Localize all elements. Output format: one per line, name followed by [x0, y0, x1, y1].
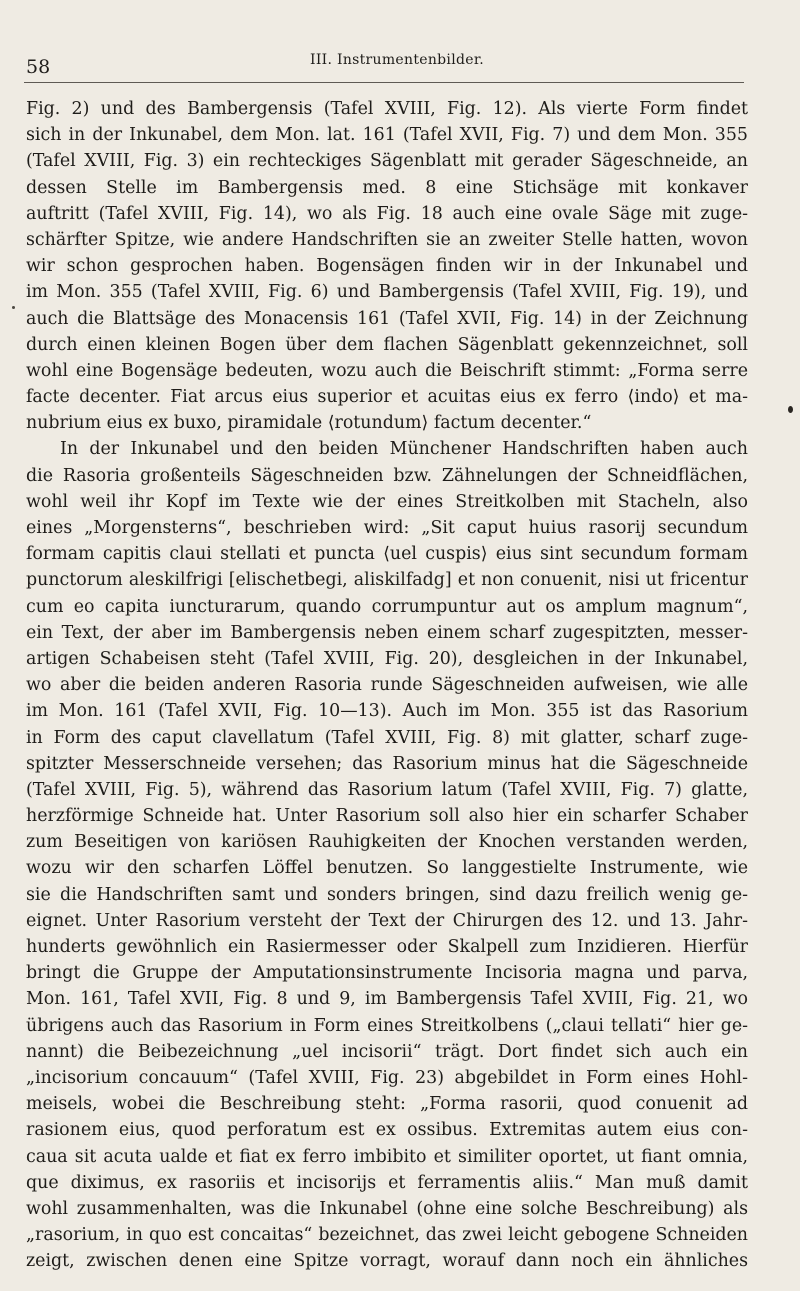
line-text: meisels, wobei die Beschreibung steht: „Forma rasorii, quod conuenit ad	[26, 1094, 748, 1115]
line-text: im Mon. 355 (Tafel XVIII, Fig. 6) und Bambergensis (Tafel XVIII, Fig. 19), und	[26, 282, 748, 303]
line-text: rasionem eius, quod perforatum est ex ossibus. Extremitas autem eius con-	[26, 1120, 748, 1141]
text-line	[26, 96, 748, 122]
line-text: zum Beseitigen von kariösen Rauhigkeiten der Knochen verstanden werden,	[26, 832, 748, 853]
header-rule	[24, 82, 744, 83]
text-line	[26, 698, 748, 724]
text-line	[26, 751, 748, 777]
line-text: herzförmige Schneide hat. Unter Rasorium soll also hier ein scharfer Schaber	[26, 806, 748, 827]
line-text: Mon. 161, Tafel XVII, Fig. 8 und 9, im Bambergensis Tafel XVIII, Fig. 21, wo	[26, 989, 748, 1010]
line-text: formam capitis claui stellati et puncta ⟨uel cuspis⟩ eius sint secundum formam	[26, 544, 748, 565]
text-line	[26, 934, 748, 960]
line-text: hunderts gewöhnlich ein Rasiermesser oder Skalpell zum Inzidieren. Hierfür	[26, 937, 748, 957]
line-text: „incisorium concauum“ (Tafel XVIII, Fig. 23) abgebildet in Form eines Hohl-	[26, 1067, 748, 1088]
text-line	[26, 541, 748, 567]
line-text: sich in der Inkunabel, dem Mon. lat. 161 (Tafel XVII, Fig. 7) und dem Mon. 355	[26, 125, 748, 146]
text-line	[26, 646, 748, 672]
text-line	[26, 882, 748, 908]
text-line	[26, 122, 748, 148]
text-line	[26, 227, 748, 253]
text-line	[26, 463, 748, 489]
text-line	[26, 567, 748, 593]
line-text: que diximus, ex rasoriis et incisorijs et ferramentis aliis.“ Man muß damit	[26, 1172, 748, 1193]
text-line	[26, 515, 748, 541]
line-text: bringt die Gruppe der Amputationsinstrumente Incisoria magna und parva,	[26, 963, 748, 984]
line-text: auch die Blattsäge des Monacensis 161 (Tafel XVII, Fig. 14) in der Zeichnung	[26, 308, 748, 329]
line-text: „rasorium, in quo est concaitas“ bezeichnet, das zwei leicht gebogene Schneiden	[26, 1225, 748, 1246]
text-line	[26, 1013, 748, 1039]
text-line	[26, 777, 748, 803]
line-text: schärfter Spitze, wie andere Handschriften sie an zweiter Stelle hatten, wovon	[26, 229, 748, 250]
text-line	[26, 175, 748, 201]
text-line	[26, 803, 748, 829]
line-text: artigen Schabeisen steht (Tafel XVIII, Fig. 20), desgleichen in der Inkunabel,	[26, 648, 748, 669]
line-text: in Form des caput clavellatum (Tafel XVIII, Fig. 8) mit glatter, scharf zuge-	[26, 727, 748, 748]
line-text: zeigt, zwischen denen eine Spitze vorragt, worauf dann noch ein ähnliches	[26, 1251, 748, 1272]
text-line	[26, 279, 748, 305]
text-line	[26, 1065, 748, 1091]
running-head: III. Instrumentenbilder.	[310, 52, 485, 68]
line-text: (Tafel XVIII, Fig. 3) ein rechteckiges Sägenblatt mit gerader Sägeschneide, an	[26, 151, 748, 172]
text-line	[26, 253, 748, 279]
line-text: wohl eine Bogensäge bedeuten, wozu auch die Beischrift stimmt: „Forma serre	[26, 360, 748, 381]
text-line	[26, 1039, 748, 1065]
text-line	[26, 201, 748, 227]
text-line	[26, 908, 748, 934]
line-text: facte decenter. Fiat arcus eius superior et acuitas eius ex ferro ⟨indo⟩ et ma-	[26, 387, 748, 408]
line-text: dessen Stelle im Bambergensis med. 8 eine Stichsäge mit konkaver	[26, 177, 748, 198]
line-text: In der Inkunabel und den beiden Münchener Handschriften haben auch	[60, 439, 748, 460]
line-text: Fig. 2) und des Bambergensis (Tafel XVIII, Fig. 12). Als vierte Form findet	[26, 99, 748, 119]
text-line	[26, 1222, 748, 1248]
text-line	[26, 332, 748, 358]
text-line	[26, 594, 748, 620]
text-line	[26, 410, 748, 436]
line-text: die Rasoria großenteils Sägeschneiden bzw. Zähnelungen der Schneidflächen,	[26, 465, 748, 486]
text-body	[26, 96, 748, 1274]
text-line	[26, 1248, 748, 1274]
ink-dot	[788, 406, 793, 413]
text-line	[26, 620, 748, 646]
text-line	[26, 489, 748, 515]
line-text: punctorum aleskilfrigi [elischetbegi, aliskilfadg] et non conuenit, nisi ut fricentur	[26, 570, 748, 591]
text-line	[26, 855, 748, 881]
line-text: wir schon gesprochen haben. Bogensägen finden wir in der Inkunabel und	[26, 256, 748, 277]
text-line	[26, 1196, 748, 1222]
line-text: wohl weil ihr Kopf im Texte wie der eines Streitkolben mit Stacheln, also	[26, 491, 748, 512]
text-line	[26, 436, 748, 462]
line-text: caua sit acuta ualde et fiat ex ferro imbibito et similiter oportet, ut fiant omnia,	[26, 1146, 748, 1167]
line-text: durch einen kleinen Bogen über dem flachen Sägenblatt gekennzeichnet, soll	[26, 334, 748, 355]
text-line	[26, 306, 748, 332]
line-text: ein Text, der aber im Bambergensis neben einem scharf zugespitzten, messer-	[26, 622, 748, 643]
text-line	[26, 148, 748, 174]
line-text: nubrium eius ex buxo, piramidale ⟨rotundum⟩ factum decenter.“	[26, 413, 592, 434]
text-line	[26, 960, 748, 986]
line-text: sie die Handschriften samt und sonders bringen, sind dazu freilich wenig ge-	[26, 884, 748, 905]
line-text: auftritt (Tafel XVIII, Fig. 14), wo als Fig. 18 auch eine ovale Säge mit zuge-	[26, 203, 748, 224]
line-text: im Mon. 161 (Tafel XVII, Fig. 10—13). Auch im Mon. 355 ist das Rasorium	[26, 701, 748, 722]
text-line	[26, 1091, 748, 1117]
text-line	[26, 1144, 748, 1170]
line-text: übrigens auch das Rasorium in Form eines Streitkolbens („claui tellati“ hier ge-	[26, 1015, 748, 1036]
line-text: spitzter Messerschneide versehen; das Rasorium minus hat die Sägeschneide	[26, 753, 748, 774]
line-text: wozu wir den scharfen Löffel benutzen. So langgestielte Instrumente, wie	[26, 858, 748, 879]
line-text: wohl zusammenhalten, was die Inkunabel (ohne eine solche Beschreibung) als	[26, 1198, 748, 1219]
text-line	[26, 1117, 748, 1143]
text-line	[26, 829, 748, 855]
ink-speck	[12, 306, 15, 309]
text-line	[26, 672, 748, 698]
line-text: cum eo capita iuncturarum, quando corrumpuntur aut os amplum magnum“,	[26, 596, 748, 617]
line-text: eines „Morgensterns“, beschrieben wird: „Sit caput huius rasorij secundum	[26, 518, 748, 538]
text-line	[26, 358, 748, 384]
text-line	[26, 384, 748, 410]
text-line	[26, 1170, 748, 1196]
line-text: (Tafel XVIII, Fig. 5), während das Rasorium latum (Tafel XVIII, Fig. 7) glatte,	[26, 779, 748, 800]
page-number: 58	[26, 56, 51, 78]
line-text: wo aber die beiden anderen Rasoria runde Sägeschneiden aufweisen, wie alle	[26, 675, 748, 696]
line-text: nannt) die Beibezeichnung „uel incisorii“ trägt. Dort findet sich auch ein	[26, 1041, 748, 1062]
line-text: eignet. Unter Rasorium versteht der Text der Chirurgen des 12. und 13. Jahr-	[26, 910, 748, 931]
text-line	[26, 725, 748, 751]
text-line	[26, 986, 748, 1012]
page-header	[24, 48, 744, 88]
